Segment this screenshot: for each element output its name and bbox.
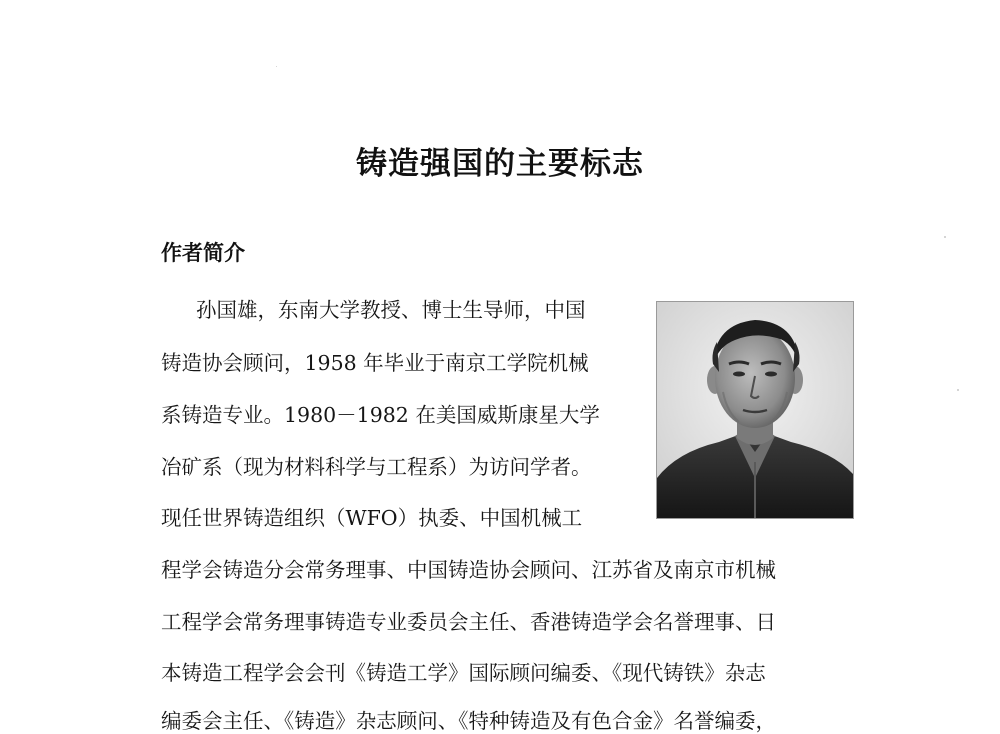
portrait-illustration (657, 302, 853, 518)
paragraph-line: 铸造协会顾问，1958 年毕业于南京工学院机械 (161, 351, 589, 375)
paragraph-line: 工程学会常务理事铸造专业委员会主任、香港铸造学会名誉理事、日 (161, 610, 776, 634)
paragraph-line: 本铸造工程学会会刊《铸造工学》国际顾问编委、《现代铸铁》杂志 (161, 661, 766, 685)
scan-speck (944, 236, 946, 238)
scan-speck (957, 389, 959, 391)
section-heading-author-bio: 作者简介 (161, 241, 245, 265)
page-title: 铸造强国的主要标志 (356, 146, 644, 182)
scan-speck (276, 66, 277, 67)
author-portrait-photo (656, 301, 854, 519)
paragraph-line: 程学会铸造分会常务理事、中国铸造协会顾问、江苏省及南京市机械 (161, 558, 776, 582)
paragraph-line: 系铸造专业。1980－1982 在美国威斯康星大学 (161, 403, 600, 427)
paragraph-line: 孙国雄，东南大学教授、博士生导师，中国 (196, 298, 586, 322)
paragraph-line: 现任世界铸造组织（WFO）执委、中国机械工 (161, 506, 583, 530)
paragraph-line: 冶矿系（现为材料科学与工程系）为访问学者。 (161, 455, 592, 479)
paragraph-line: 编委会主任、《铸造》杂志顾问、《特种铸造及有色合金》名誉编委， (161, 709, 776, 733)
